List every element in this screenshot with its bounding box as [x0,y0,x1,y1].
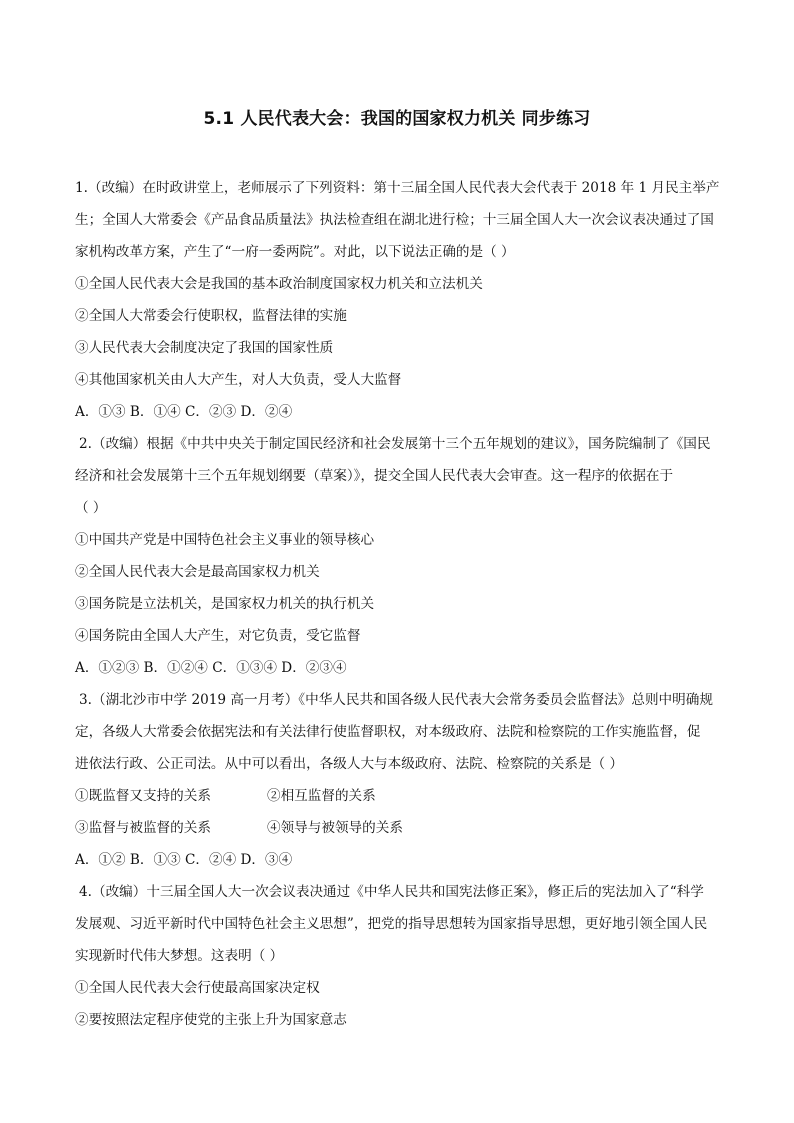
question-3 [75,684,725,876]
question-stem-line: 4.（改编）十三届全国人大一次会议表决通过《中华人民共和国宪法修正案》，修正后的宪法加入了“科学 [79,884,704,900]
statement-row [75,812,725,844]
statement-row [75,780,725,812]
question-stem-line: 实现新时代伟大梦想。这表明（ ） [75,948,284,964]
statement-item: ②全国人大常委会行使职权，监督法律的实施 [75,308,347,324]
question-stem-line: 3.（湖北沙市中学 2019 高一月考）《中华人民共和国各级人民代表大会常务委员会监督法》总则中明确规 [79,692,713,708]
statement-item: ②全国人民代表大会是最高国家权力机关 [75,564,320,580]
statement-item: ②要按照法定程序使党的主张上升为国家意志 [75,1012,347,1028]
question-1 [75,172,725,428]
question-stem-line: 2.（改编）根据《中共中央关于制定国民经济和社会发展第十三个五年规划的建议》，国务院编制了《国民 [79,436,711,452]
question-stem-line: （ ） [75,500,107,516]
question-4 [75,876,725,1036]
question-stem-line: 定，各级人大常委会依据宪法和有关法律行使监督职权，对本级政府、法院和检察院的工作实施监督，促 [75,724,701,740]
statement-item: ①中国共产党是中国特色社会主义事业的领导核心 [75,532,375,548]
statement-item: ③国务院是立法机关，是国家权力机关的执行机关 [75,596,375,612]
statement-item: ④国务院由全国人大产生，对它负责，受它监督 [75,628,361,644]
answer-options: A．①②③ B．①②④ C．①③④ D．②③④ [75,660,347,676]
answer-options: A．①② B．①③ C．②④ D．③④ [75,852,293,868]
document-title: 5.1 人民代表大会：我国的国家权力机关 同步练习 [203,109,591,129]
statement-item: ②相互监督的关系 [267,788,376,804]
statement-item: ①全国人民代表大会行使最高国家决定权 [75,980,320,996]
question-stem-line: 进依法行政、公正司法。从中可以看出，各级人大与本级政府、法院、检察院的关系是（ ） [75,756,624,772]
statement-item: ④其他国家机关由人大产生，对人大负责，受人大监督 [75,372,402,388]
question-stem-line: 发展观、习近平新时代中国特色社会主义思想”，把党的指导思想转为国家指导思想，更好地引领全国人民 [75,916,708,932]
question-stem-line: 1.（改编）在时政讲堂上，老师展示了下列资料：第十三届全国人民代表大会代表于 2018 年 1 月民主举产 [75,180,720,196]
statement-item: ①既监督又支持的关系 [75,788,211,804]
question-2 [75,428,725,684]
question-stem-line: 家机构改革方案，产生了“一府一委两院”。对此，以下说法正确的是（ ） [75,244,515,260]
statement-item: ③人民代表大会制度决定了我国的国家性质 [75,340,334,356]
answer-options: A．①③ B．①④ C．②③ D．②④ [75,404,293,420]
statement-item: ③监督与被监督的关系 [75,820,211,836]
question-stem-line: 经济和社会发展第十三个五年规划纲要（草案）》，提交全国人民代表大会审查。这一程序的依据在于 [75,468,674,484]
statement-item: ①全国人民代表大会是我国的基本政治制度国家权力机关和立法机关 [75,276,483,292]
question-stem-line: 生；全国人大常委会《产品食品质量法》执法检查组在湖北进行检；十三届全国人大一次会议表决通过了国 [75,212,714,228]
question-list [75,172,725,1036]
statement-item: ④领导与被领导的关系 [267,820,403,836]
